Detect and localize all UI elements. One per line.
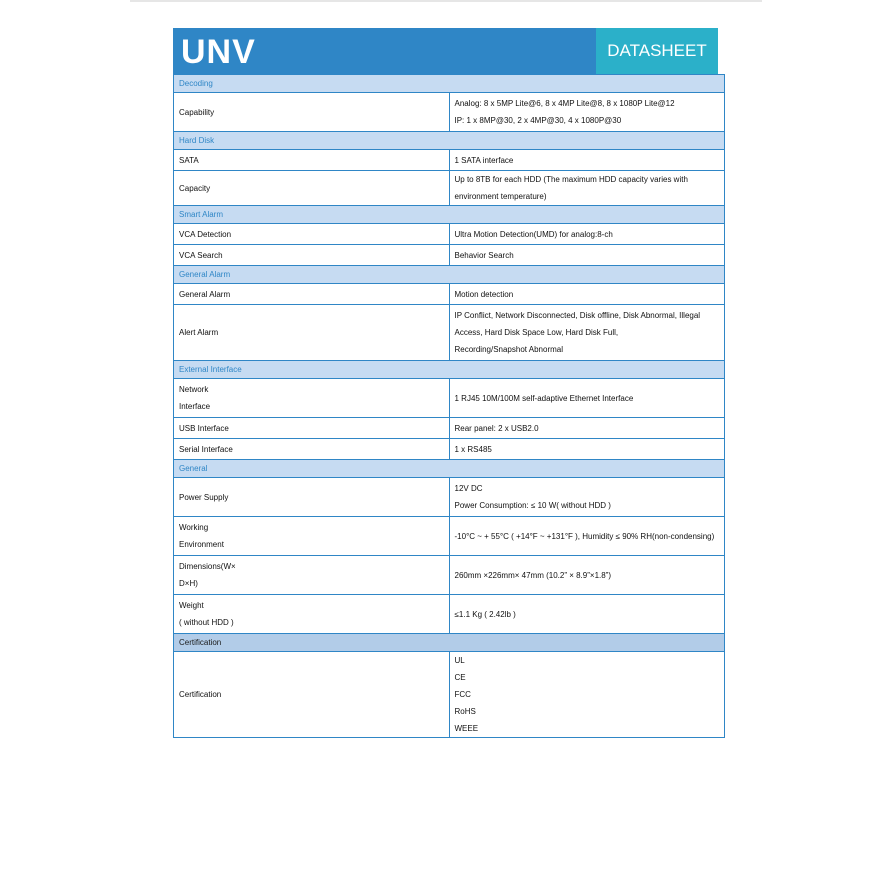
spec-row	[174, 150, 725, 171]
spec-value: 12V DC	[454, 484, 483, 493]
datasheet-header	[173, 28, 718, 74]
spec-label: Dimensions(W×	[179, 562, 236, 571]
spec-value-cell	[449, 224, 725, 245]
section-title: Certification	[174, 634, 725, 652]
spec-label-cell	[174, 224, 450, 245]
spec-value: Rear panel: 2 x USB2.0	[454, 423, 539, 433]
spec-value-cell	[449, 171, 725, 206]
spec-value-cell	[449, 379, 725, 418]
spec-label: SATA	[179, 155, 199, 165]
spec-label: Serial Interface	[179, 444, 233, 454]
spec-value-cell	[449, 284, 725, 305]
spec-value: IP: 1 x 8MP@30, 2 x 4MP@30, 4 x 1080P@30	[454, 116, 622, 125]
spec-value-cell	[449, 595, 725, 634]
spec-label-cell	[174, 595, 450, 634]
spec-value: WEEE	[454, 724, 479, 733]
spec-row	[174, 439, 725, 460]
section-title: General	[174, 460, 725, 478]
spec-row	[174, 595, 725, 634]
spec-value: Recording/Snapshot Abnormal	[454, 345, 564, 354]
spec-value-cell	[449, 305, 725, 361]
spec-row	[174, 517, 725, 556]
spec-value: FCC	[454, 690, 471, 699]
section-title: Smart Alarm	[174, 206, 725, 224]
section-title: Decoding	[174, 75, 725, 93]
spec-value-cell	[449, 418, 725, 439]
spec-label: Environment	[179, 540, 224, 549]
section-header-row	[174, 634, 725, 652]
spec-value: ≤1.1 Kg ( 2.42lb )	[454, 609, 516, 619]
spec-label: General Alarm	[179, 289, 231, 299]
spec-label: Certification	[179, 690, 222, 699]
spec-label-cell	[174, 478, 450, 517]
spec-label-cell	[174, 245, 450, 266]
spec-value: Ultra Motion Detection(UMD) for analog:8-ch	[454, 229, 613, 239]
spec-label-cell	[174, 150, 450, 171]
section-header-row	[174, 361, 725, 379]
spec-label-cell	[174, 379, 450, 418]
section-title: Hard Disk	[174, 132, 725, 150]
spec-value-cell	[449, 652, 725, 738]
section-title: External Interface	[174, 361, 725, 379]
spec-label: Weight	[179, 601, 204, 610]
spec-value: CE	[454, 673, 466, 682]
spec-value: Behavior Search	[454, 250, 514, 260]
spec-value-cell	[449, 93, 725, 132]
spec-value: UL	[454, 656, 465, 665]
spec-value: Power Consumption: ≤ 10 W( without HDD )	[454, 501, 611, 510]
section-header-row	[174, 266, 725, 284]
spec-label-cell	[174, 418, 450, 439]
spec-value-cell	[449, 245, 725, 266]
spec-row	[174, 171, 725, 206]
spec-label: USB Interface	[179, 423, 229, 433]
spec-row	[174, 556, 725, 595]
spec-table	[173, 74, 725, 738]
spec-value: Motion detection	[454, 289, 514, 299]
spec-value-cell	[449, 478, 725, 517]
spec-row	[174, 245, 725, 266]
spec-label-cell	[174, 284, 450, 305]
spec-label-cell	[174, 305, 450, 361]
spec-row	[174, 93, 725, 132]
spec-row	[174, 418, 725, 439]
section-header-row	[174, 75, 725, 93]
spec-value: 1 RJ45 10M/100M self-adaptive Ethernet Interface	[454, 393, 634, 403]
spec-value: Up to 8TB for each HDD (The maximum HDD capacity varies with environment temperature)	[454, 175, 688, 201]
section-header-row	[174, 206, 725, 224]
spec-value: 260mm ×226mm× 47mm (10.2” × 8.9”×1.8”)	[454, 570, 612, 580]
spec-label: Network	[179, 385, 209, 394]
spec-value: 1 x RS485	[454, 444, 492, 454]
spec-label: Working	[179, 523, 209, 532]
spec-value: RoHS	[454, 707, 476, 716]
spec-label-cell	[174, 652, 450, 738]
page-top-rule	[130, 0, 762, 2]
unv-logo: UNV	[181, 33, 256, 71]
datasheet-label: DATASHEET	[596, 28, 718, 74]
spec-row	[174, 284, 725, 305]
spec-row	[174, 305, 725, 361]
spec-value: 1 SATA interface	[454, 155, 514, 165]
spec-value-cell	[449, 439, 725, 460]
spec-label-cell	[174, 171, 450, 206]
spec-label: VCA Detection	[179, 229, 232, 239]
section-title: General Alarm	[174, 266, 725, 284]
spec-label: Interface	[179, 402, 211, 411]
section-header-row	[174, 460, 725, 478]
spec-label: Capacity	[179, 183, 211, 193]
spec-row	[174, 478, 725, 517]
spec-value-cell	[449, 517, 725, 556]
section-header-row	[174, 132, 725, 150]
spec-label: Alert Alarm	[179, 328, 219, 337]
spec-row	[174, 224, 725, 245]
spec-value: -10°C ~ + 55°C ( +14°F ~ +131°F ), Humidity ≤ 90% RH(non-condensing)	[454, 531, 715, 541]
spec-label-cell	[174, 556, 450, 595]
spec-label: VCA Search	[179, 250, 223, 260]
spec-value: Analog: 8 x 5MP Lite@6, 8 x 4MP Lite@8, 8 x 1080P Lite@12	[454, 99, 675, 108]
spec-label: ( without HDD )	[179, 618, 234, 627]
spec-value-cell	[449, 556, 725, 595]
spec-row	[174, 652, 725, 738]
spec-row	[174, 379, 725, 418]
spec-label-cell	[174, 93, 450, 132]
spec-label: Capability	[179, 107, 215, 117]
spec-label: D×H)	[179, 579, 198, 588]
spec-label-cell	[174, 439, 450, 460]
spec-value: IP Conflict, Network Disconnected, Disk offline, Disk Abnormal, Illegal Access, Hard Disk Space Low, Hard Disk Full,	[454, 311, 701, 337]
spec-label: Power Supply	[179, 492, 229, 502]
spec-value-cell	[449, 150, 725, 171]
spec-label-cell	[174, 517, 450, 556]
